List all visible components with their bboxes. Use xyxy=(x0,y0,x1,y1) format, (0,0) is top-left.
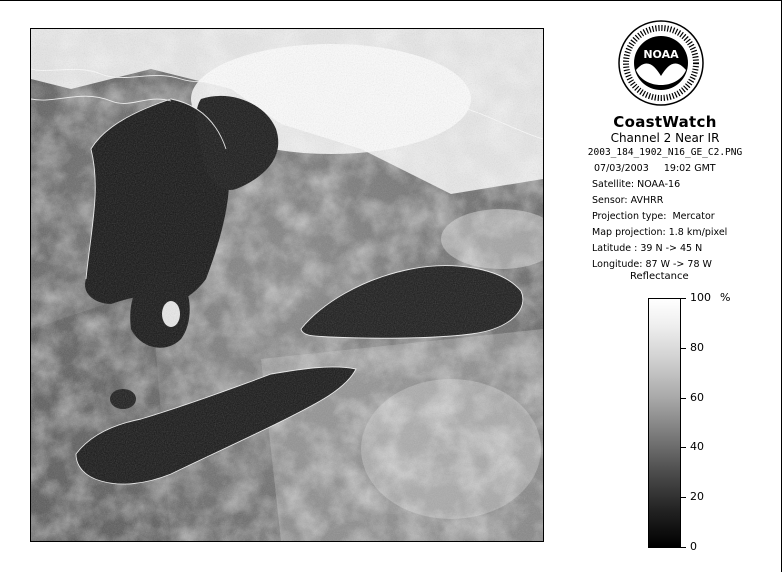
colorbar-tick-label: 0 xyxy=(690,540,697,553)
date-time: 07/03/2003 19:02 GMT xyxy=(594,163,716,174)
colorbar-tick-label: 40 xyxy=(690,440,704,454)
colorbar-tick xyxy=(681,398,686,399)
colorbar-tick-label: 20 xyxy=(690,490,704,504)
product-title: CoastWatch xyxy=(613,113,717,131)
map-projection: Map projection: 1.8 km/pixel xyxy=(592,227,728,238)
colorbar-tick-label: 100 xyxy=(690,291,711,304)
sensor: Sensor: AVHRR xyxy=(592,195,664,206)
satellite: Satellite: NOAA-16 xyxy=(592,179,681,190)
projection-type: Projection type: Mercator xyxy=(592,211,715,222)
colorbar-unit: % xyxy=(720,291,731,304)
colorbar-title: Reflectance xyxy=(630,271,689,282)
top-border xyxy=(0,0,782,1)
colorbar-tick-label: 60 xyxy=(690,390,704,404)
noaa-logo-text: NOAA xyxy=(643,48,679,61)
product-info xyxy=(548,113,782,160)
longitude-range: Longitude: 87 W -> 78 W xyxy=(592,259,712,270)
colorbar-tick xyxy=(681,348,686,349)
file-name: 2003_184_1902_N16_GE_C2.PNG xyxy=(587,147,743,158)
satellite-image-canvas xyxy=(31,29,543,541)
latitude-range: Latitude : 39 N -> 45 N xyxy=(592,243,703,254)
noaa-logo xyxy=(618,20,704,106)
colorbar-tick xyxy=(681,298,686,299)
satellite-image[interactable] xyxy=(30,28,544,542)
colorbar-tick xyxy=(681,497,686,498)
colorbar xyxy=(648,298,681,548)
colorbar-tick xyxy=(681,447,686,448)
colorbar-tick-label: 80 xyxy=(690,340,704,354)
colorbar-tick xyxy=(681,547,686,548)
metadata-list xyxy=(592,161,782,273)
channel-name: Channel 2 Near IR xyxy=(610,131,720,145)
